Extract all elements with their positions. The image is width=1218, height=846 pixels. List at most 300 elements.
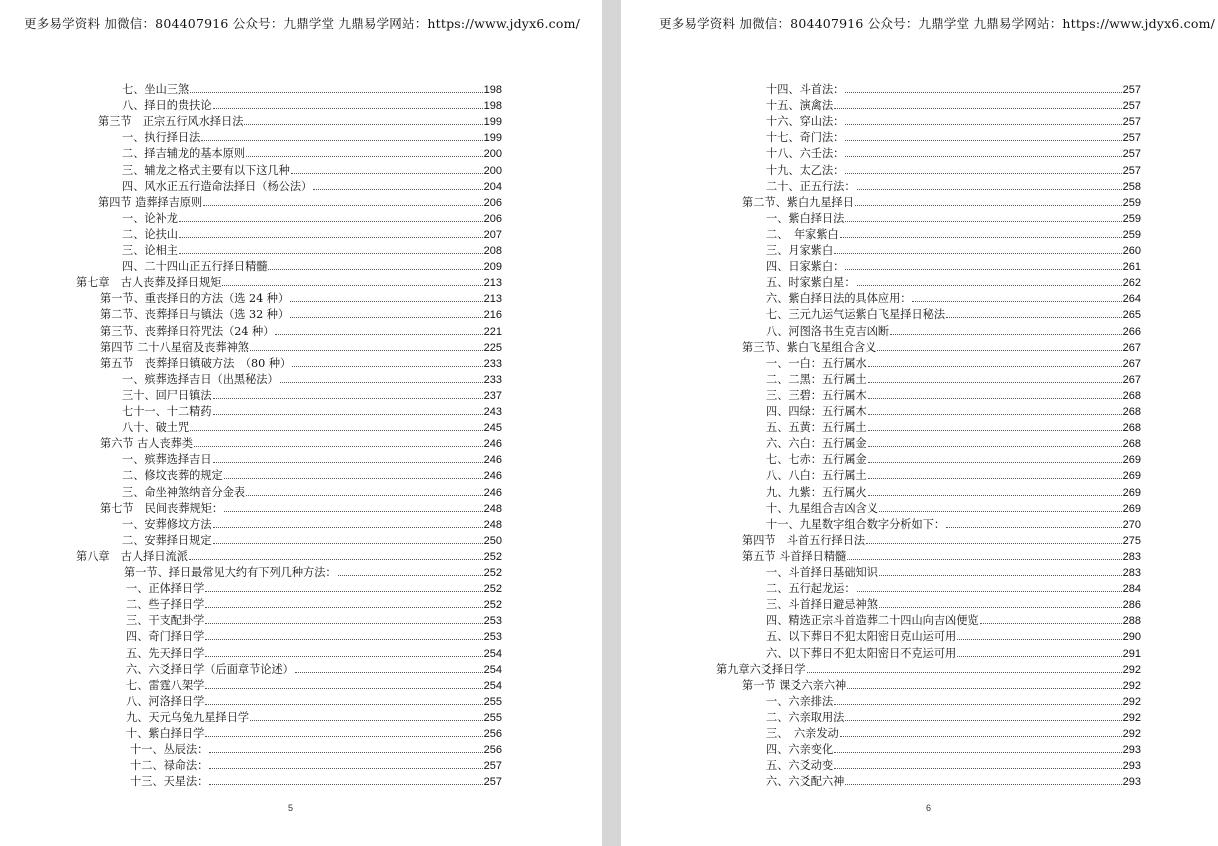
- toc-entry-page: 292: [1122, 711, 1141, 724]
- toc-entry-title: 六、六爻配六神: [766, 775, 845, 789]
- toc-entry-page: 259: [1122, 196, 1141, 209]
- toc-entry-title: 二、择吉辅龙的基本原则: [122, 147, 246, 161]
- toc-entry: [126, 581, 502, 596]
- toc-entry-page: 254: [483, 647, 502, 660]
- toc-entry: [122, 388, 502, 403]
- toc-entry-title: 三、辅龙之格式主要有以下这几种: [122, 163, 290, 177]
- toc-dot-leader: [857, 275, 1122, 286]
- toc-entry: [766, 179, 1141, 194]
- toc-entry: [130, 758, 502, 773]
- toc-entry-page: 199: [483, 116, 502, 129]
- toc-entry-title: 一、殡葬选择吉日（出黑秘法）: [122, 372, 279, 386]
- toc-dot-leader: [845, 146, 1121, 157]
- toc-entry-page: 243: [483, 406, 502, 418]
- toc-dot-leader: [203, 195, 482, 206]
- toc-dot-leader: [912, 291, 1121, 302]
- toc-entry-title: 十五、演禽法: [766, 99, 834, 113]
- toc-dot-leader: [250, 710, 483, 721]
- toc-entry-title: 一、六亲排法: [766, 694, 834, 708]
- toc-dot-leader: [224, 501, 483, 512]
- toc-dot-leader: [845, 130, 1121, 141]
- toc-dot-leader: [866, 533, 1122, 544]
- toc-dot-leader: [179, 243, 483, 254]
- toc-entry-title: 二、修坟丧葬的规定: [122, 469, 223, 483]
- toc-entry-title: 一、斗首择日基础知识: [766, 566, 878, 579]
- toc-entry-title: 七、雷霆八架学: [126, 678, 205, 692]
- toc-entry-title: 十七、奇门法：: [766, 131, 845, 145]
- toc-entry: [100, 291, 502, 306]
- toc-entry-page: 206: [483, 196, 502, 209]
- toc-entry-page: 213: [483, 293, 502, 306]
- toc-dot-leader: [890, 324, 1122, 335]
- toc-dot-leader: [205, 629, 482, 640]
- toc-entry-title: 十、九星组合吉凶含义: [766, 501, 878, 515]
- toc-dot-leader: [868, 404, 1122, 415]
- toc-entry: [126, 597, 502, 612]
- toc-entry-page: 261: [1122, 261, 1141, 274]
- toc-entry-page: 256: [483, 744, 502, 757]
- toc-entry-page: 267: [1122, 341, 1141, 354]
- toc-entry-page: 258: [1122, 180, 1141, 193]
- toc-entry-title: 第五节 丧葬择日镇破方法 （80 种）: [100, 356, 292, 370]
- toc-entry: [766, 452, 1141, 467]
- toc-entry-page: 257: [1122, 132, 1141, 145]
- toc-entry: [122, 130, 502, 145]
- toc-entry: [122, 179, 502, 194]
- toc-entry-title: 三十、回尸日镇法: [122, 388, 212, 402]
- toc-dot-leader: [291, 163, 483, 174]
- toc-entry-page: 262: [1122, 277, 1141, 290]
- toc-entry: [766, 324, 1141, 339]
- toc-entry-page: 246: [483, 438, 502, 451]
- toc-dot-leader: [213, 452, 483, 463]
- toc-entry: [766, 646, 1141, 661]
- toc-entry-page: 268: [1122, 438, 1141, 451]
- document-page-left: [0, 0, 602, 846]
- toc-entry-page: 199: [483, 132, 502, 145]
- toc-entry: [766, 114, 1141, 129]
- toc-entry-page: 252: [483, 550, 502, 563]
- toc-entry: [126, 613, 502, 628]
- toc-entry-title: 七、七赤：五行属金: [766, 453, 867, 467]
- toc-entry: [122, 82, 502, 97]
- toc-entry: [766, 388, 1141, 403]
- toc-dot-leader: [222, 275, 482, 286]
- toc-entry: [122, 485, 502, 500]
- toc-entry: [122, 146, 502, 161]
- toc-entry: [766, 468, 1141, 483]
- toc-entry-title: 第四节 斗首五行择日法: [742, 533, 866, 547]
- toc-entry: [100, 356, 502, 371]
- toc-entry: [766, 82, 1141, 97]
- toc-entry-title: 十六、穿山法：: [766, 115, 845, 129]
- toc-dot-leader: [189, 549, 483, 560]
- toc-dot-leader: [868, 356, 1122, 367]
- toc-entry-title: 二、二黑：五行属土: [766, 372, 867, 386]
- toc-entry: [766, 307, 1141, 322]
- toc-entry-page: 198: [483, 100, 502, 113]
- toc-entry-title: 二、论扶山: [122, 227, 178, 241]
- toc-dot-leader: [834, 742, 1122, 753]
- toc-entry-page: 293: [1122, 776, 1141, 789]
- toc-dot-leader: [338, 565, 483, 576]
- toc-entry: [766, 98, 1141, 113]
- toc-entry-page: 265: [1122, 309, 1141, 322]
- toc-entry-page: 267: [1122, 357, 1141, 370]
- toc-entry-page: 268: [1122, 422, 1141, 435]
- toc-dot-leader: [179, 211, 483, 222]
- toc-entry: [122, 243, 502, 258]
- toc-entry-title: 八、择日的贵扶论: [122, 99, 212, 113]
- toc-entry-title: 三、三碧：五行属木: [766, 388, 867, 402]
- toc-entry-title: 一、正体择日学: [126, 582, 205, 596]
- toc-entry-title: 二、安葬择日规定: [122, 533, 212, 547]
- toc-dot-leader: [290, 291, 482, 302]
- toc-dot-leader: [250, 340, 483, 351]
- toc-entry-title: 二、六亲取用法: [766, 710, 845, 724]
- toc-entry-page: 275: [1122, 534, 1141, 547]
- toc-entry-page: 293: [1122, 760, 1141, 773]
- toc-entry-page: 257: [1122, 164, 1141, 177]
- toc-entry: [122, 452, 502, 467]
- document-page-right: [621, 0, 1218, 846]
- toc-entry-page: 260: [1122, 245, 1141, 257]
- toc-entry-page: 248: [483, 518, 502, 531]
- toc-entry: [766, 774, 1141, 789]
- toc-entry: [766, 163, 1141, 178]
- toc-entry-title: 八、河图洛书生克吉凶断: [766, 324, 890, 338]
- toc-entry-page: 252: [483, 583, 502, 596]
- toc-dot-leader: [807, 662, 1122, 673]
- toc-entry-title: 第七节 民间丧葬规矩：: [100, 501, 224, 515]
- toc-dot-leader: [213, 388, 483, 399]
- toc-entry-title: 第一节、择日最常见大约有下列几种方法：: [124, 566, 337, 579]
- toc-entry-page: 283: [1122, 567, 1141, 579]
- toc-entry-title: 第六节 古人丧葬类: [100, 437, 194, 451]
- toc-entry: [100, 436, 502, 451]
- page-number: 5: [288, 803, 294, 813]
- toc-entry: [126, 662, 502, 677]
- toc-entry: [766, 146, 1141, 161]
- toc-entry-page: 254: [483, 679, 502, 692]
- toc-dot-leader: [840, 227, 1122, 238]
- toc-entry-page: 293: [1122, 744, 1141, 757]
- toc-entry-title: 十一、九星数字组合数字分析如下：: [766, 517, 946, 531]
- toc-dot-leader: [190, 420, 483, 431]
- toc-entry-page: 250: [483, 534, 502, 547]
- toc-dot-leader: [879, 501, 1122, 512]
- toc-dot-leader: [244, 114, 482, 125]
- toc-entry-title: 六、紫白择日法的具体应用：: [766, 292, 912, 306]
- toc-entry: [766, 420, 1141, 435]
- toc-entry-title: 七十一、十二精药: [122, 405, 212, 418]
- toc-dot-leader: [224, 468, 483, 479]
- toc-entry-page: 248: [483, 502, 502, 515]
- toc-entry-page: 268: [1122, 406, 1141, 418]
- toc-entry: [766, 275, 1141, 290]
- toc-entry: [130, 774, 502, 789]
- toc-entry-title: 第九章六爻择日学: [716, 662, 806, 676]
- toc-entry: [122, 420, 502, 435]
- toc-entry-title: 三、命坐神煞纳音分金表: [122, 485, 246, 499]
- toc-entry: [766, 742, 1141, 757]
- toc-entry-page: 259: [1122, 212, 1141, 225]
- toc-entry-title: 十一、丛辰法：: [130, 743, 209, 757]
- toc-entry-title: 第三节 正宗五行风水择日法: [98, 115, 244, 129]
- toc-entry-title: 二、五行起龙运：: [766, 582, 856, 596]
- toc-dot-leader: [980, 613, 1122, 624]
- page-header: 更多易学资料 加微信：804407916 公众号：九鼎学堂 九鼎易学网站：https://www.jdyx6.com/: [24, 16, 581, 31]
- toc-entry-title: 十、紫白择日学: [126, 727, 205, 740]
- toc-entry-page: 270: [1122, 518, 1141, 531]
- toc-entry: [766, 485, 1141, 500]
- toc-entry-page: 292: [1122, 728, 1141, 740]
- toc-dot-leader: [295, 662, 483, 673]
- toc-dot-leader: [834, 243, 1122, 254]
- toc-entry-title: 五、以下葬日不犯太阳密日克山运可用: [766, 630, 957, 644]
- toc-entry: [766, 581, 1141, 596]
- toc-entry-page: 292: [1122, 663, 1141, 676]
- toc-dot-leader: [845, 259, 1121, 270]
- toc-entry: [766, 259, 1141, 274]
- toc-entry-title: 四、精选正宗斗首造葬二十四山向吉凶便览: [766, 614, 979, 628]
- toc-dot-leader: [957, 646, 1121, 657]
- toc-entry-title: 四、奇门择日学: [126, 630, 205, 644]
- toc-dot-leader: [845, 114, 1121, 125]
- toc-entry-page: 269: [1122, 486, 1141, 499]
- toc-entry-page: 253: [483, 615, 502, 628]
- toc-entry: [766, 694, 1141, 709]
- toc-entry-title: 一、一白：五行属水: [766, 356, 867, 370]
- toc-dot-leader: [868, 485, 1122, 496]
- toc-entry-page: 246: [483, 486, 502, 499]
- toc-entry-page: 292: [1122, 679, 1141, 692]
- toc-entry-page: 221: [483, 325, 502, 338]
- toc-dot-leader: [205, 726, 482, 737]
- toc-entry: [766, 291, 1141, 306]
- toc-entry: [126, 710, 502, 725]
- toc-entry-page: 267: [1122, 373, 1141, 386]
- toc-dot-leader: [868, 388, 1122, 399]
- toc-entry: [766, 710, 1141, 725]
- toc-entry-title: 十二、禄命法：: [130, 759, 209, 773]
- toc-entry-page: 233: [483, 357, 502, 370]
- toc-entry-page: 283: [1122, 550, 1141, 563]
- page-gutter: [602, 0, 621, 846]
- toc-entry: [766, 436, 1141, 451]
- toc-entry-title: 十八、六壬法：: [766, 147, 845, 161]
- toc-entry-title: 七、三元九运气运紫白飞星择日秘法: [766, 308, 946, 322]
- toc-dot-leader: [834, 98, 1122, 109]
- toc-entry-page: 256: [483, 728, 502, 740]
- toc-dot-leader: [205, 613, 482, 624]
- toc-entry-page: 200: [483, 164, 502, 177]
- toc-entry-title: 第七章 古人丧葬及择日规矩: [76, 276, 222, 290]
- toc-entry: [766, 372, 1141, 387]
- toc-entry-title: 一、紫白择日法: [766, 211, 845, 225]
- toc-entry: [122, 163, 502, 178]
- toc-entry-page: 269: [1122, 470, 1141, 483]
- toc-entry-title: 三、月家紫白: [766, 244, 834, 257]
- toc-entry: [766, 758, 1141, 773]
- toc-entry: [98, 114, 502, 129]
- toc-entry-title: 第四节 造葬择吉原则: [98, 195, 203, 209]
- toc-entry: [766, 613, 1141, 628]
- toc-entry-title: 第二节、丧葬择日与镇法（选 32 种）: [100, 308, 290, 322]
- toc-entry-title: 八、八白：五行属土: [766, 469, 867, 483]
- toc-entry: [742, 340, 1141, 355]
- toc-dot-leader: [879, 597, 1122, 608]
- toc-entry-title: 八十、破土咒: [122, 421, 190, 435]
- toc-dot-leader: [209, 774, 482, 785]
- toc-entry: [122, 533, 502, 548]
- toc-entry-title: 六、以下葬日不犯太阳密日不克运可用: [766, 646, 957, 660]
- toc-entry-page: 268: [1122, 389, 1141, 402]
- toc-entry: [766, 130, 1141, 145]
- toc-entry-title: 第二节、紫白九星择日: [742, 195, 854, 209]
- toc-entry: [130, 742, 502, 757]
- toc-entry-page: 257: [1122, 148, 1141, 161]
- toc-entry: [100, 501, 502, 516]
- toc-entry-title: 第一节、重丧择日的方法（选 24 种）: [100, 292, 290, 306]
- toc-entry-page: 266: [1122, 325, 1141, 338]
- toc-dot-leader: [213, 98, 483, 109]
- toc-entry-page: 245: [483, 422, 502, 435]
- toc-entry-page: 284: [1122, 583, 1141, 596]
- toc-entry-page: 246: [483, 470, 502, 483]
- toc-entry-page: 257: [483, 776, 502, 789]
- toc-entry: [126, 694, 502, 709]
- toc-dot-leader: [834, 758, 1122, 769]
- toc-entry-page: 288: [1122, 615, 1141, 628]
- toc-entry-title: 五、时家紫白星：: [766, 276, 856, 290]
- toc-dot-leader: [847, 678, 1121, 689]
- toc-entry-title: 第五节 斗首择日精髓: [742, 549, 847, 563]
- toc-dot-leader: [213, 517, 483, 528]
- toc-dot-leader: [201, 130, 482, 141]
- toc-entry-page: 292: [1122, 695, 1141, 708]
- toc-dot-leader: [268, 259, 482, 270]
- toc-entry-title: 四、风水正五行造命法择日（杨公法）: [122, 179, 313, 193]
- toc-dot-leader: [840, 726, 1122, 737]
- toc-entry-title: 五、六爻动变: [766, 759, 834, 773]
- toc-entry: [766, 597, 1141, 612]
- toc-entry: [122, 517, 502, 532]
- toc-entry: [766, 517, 1141, 532]
- toc-entry-page: 200: [483, 148, 502, 161]
- toc-entry-title: 四、日家紫白：: [766, 260, 845, 274]
- page-number: 6: [926, 803, 932, 813]
- toc-entry: [766, 565, 1141, 580]
- toc-entry-page: 209: [483, 261, 502, 274]
- toc-entry-page: 269: [1122, 454, 1141, 467]
- toc-entry-page: 206: [483, 212, 502, 225]
- toc-dot-leader: [946, 307, 1122, 318]
- toc-entry-title: 八、河洛择日学: [126, 694, 205, 708]
- toc-entry-title: 一、论补龙: [122, 211, 178, 225]
- toc-entry: [126, 629, 502, 644]
- toc-entry-page: 207: [483, 228, 502, 241]
- toc-entry-page: 252: [483, 599, 502, 612]
- toc-entry: [126, 726, 502, 741]
- toc-entry: [766, 356, 1141, 371]
- toc-dot-leader: [946, 517, 1122, 528]
- toc-dot-leader: [290, 307, 482, 318]
- toc-entry-title: 九、天元乌兔九星择日学: [126, 710, 250, 724]
- toc-dot-leader: [868, 468, 1122, 479]
- toc-entry-page: 257: [1122, 100, 1141, 113]
- toc-dot-leader: [879, 565, 1122, 576]
- toc-dot-leader: [857, 581, 1122, 592]
- toc-entry: [126, 678, 502, 693]
- toc-entry-title: 六、六爻择日学（后面章节论述）: [126, 662, 294, 676]
- toc-dot-leader: [205, 694, 482, 705]
- toc-entry: [766, 501, 1141, 516]
- toc-dot-leader: [205, 581, 482, 592]
- toc-entry-title: 十三、天星法：: [130, 775, 209, 789]
- toc-dot-leader: [190, 82, 483, 93]
- toc-entry-title: 第四节 二十八星宿及丧葬神煞: [100, 340, 249, 354]
- toc-entry-page: 257: [1122, 84, 1141, 96]
- toc-dot-leader: [834, 694, 1122, 705]
- toc-entry-page: 237: [483, 389, 502, 402]
- toc-entry: [766, 243, 1141, 258]
- toc-dot-leader: [845, 774, 1121, 785]
- toc-entry-page: 198: [483, 84, 502, 96]
- toc-entry-title: 三、干支配卦学: [126, 614, 205, 628]
- toc-entry: [126, 646, 502, 661]
- toc-entry: [124, 565, 502, 580]
- toc-entry-page: 204: [483, 180, 502, 193]
- toc-dot-leader: [209, 758, 482, 769]
- toc-entry-title: 四、六亲变化: [766, 743, 834, 757]
- toc-entry-page: 225: [483, 341, 502, 354]
- toc-dot-leader: [313, 179, 482, 190]
- toc-entry-page: 252: [483, 567, 502, 579]
- toc-entry: [98, 195, 502, 210]
- toc-dot-leader: [246, 485, 483, 496]
- toc-entry-page: 291: [1122, 647, 1141, 660]
- toc-entry-title: 一、安葬修坟方法: [122, 517, 212, 531]
- toc-dot-leader: [877, 340, 1121, 351]
- page-header: 更多易学资料 加微信：804407916 公众号：九鼎学堂 九鼎易学网站：https://www.jdyx6.com/: [659, 16, 1216, 31]
- toc-entry: [122, 211, 502, 226]
- toc-dot-leader: [857, 179, 1122, 190]
- toc-dot-leader: [209, 742, 482, 753]
- toc-entry-title: 九、九紫：五行属火: [766, 485, 867, 499]
- toc-entry-page: 213: [483, 277, 502, 290]
- toc-dot-leader: [213, 533, 483, 544]
- toc-entry-title: 十四、斗首法：: [766, 83, 845, 96]
- toc-entry: [766, 227, 1141, 242]
- toc-entry: [742, 549, 1141, 564]
- toc-entry-title: 二、些子择日学: [126, 598, 205, 612]
- toc-dot-leader: [845, 82, 1121, 93]
- toc-entry-title: 三、斗首择日避忌神煞: [766, 598, 878, 612]
- toc-entry-title: 四、二十四山正五行择日精髓: [122, 260, 268, 274]
- toc-entry-page: 246: [483, 454, 502, 467]
- toc-entry-title: 七、坐山三煞: [122, 83, 190, 96]
- toc-entry: [100, 340, 502, 355]
- toc-dot-leader: [205, 597, 482, 608]
- toc-entry-page: 290: [1122, 631, 1141, 644]
- toc-entry-title: 第三节、丧葬择日符咒法（24 种）: [100, 324, 275, 338]
- toc-entry: [122, 98, 502, 113]
- toc-entry-title: 第三节、紫白飞星组合含义: [742, 340, 877, 354]
- toc-dot-leader: [855, 195, 1122, 206]
- toc-dot-leader: [845, 710, 1121, 721]
- toc-dot-leader: [957, 629, 1121, 640]
